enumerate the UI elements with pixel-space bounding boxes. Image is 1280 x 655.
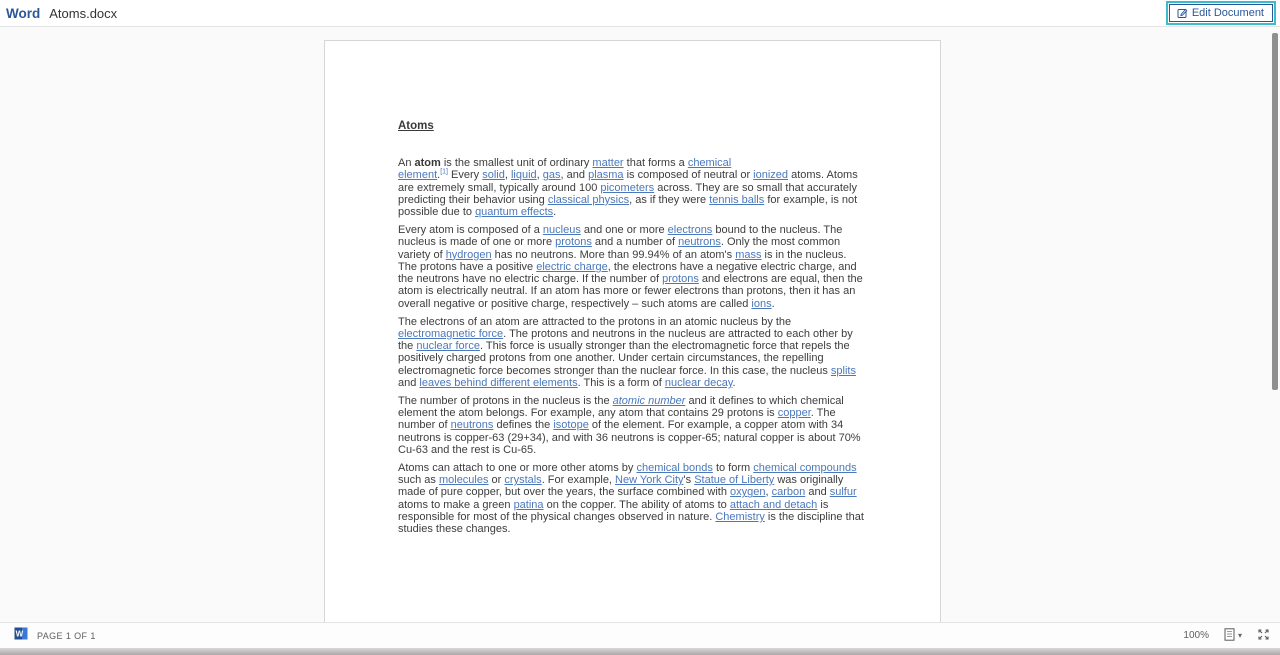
doc-link[interactable]: electric charge [536,260,608,273]
app-header [0,0,1280,27]
doc-link[interactable]: carbon [771,486,806,499]
doc-link[interactable]: mass [735,248,762,261]
document-heading: Atoms [398,120,434,132]
doc-paragraph: Atoms can attach to one or more other atoms by chemical bonds to form chemical compounds such as molecules or crystals. For example, New York City's Statue of Liberty was originally made of pure copper, but over the years, the surface combined with oxygen, carbon and sulfur atoms to make a green patina on the copper. The ability of atoms to attach and detach is responsible for most of the physical changes observed in nature. Chemistry is the discipline that studies these changes. [398,461,864,536]
doc-link[interactable]: picometers [600,181,655,194]
doc-link[interactable]: crystals [504,474,542,487]
doc-link[interactable]: nucleus [542,223,581,236]
doc-link[interactable]: neutrons [450,419,494,432]
scrollbar-thumb[interactable] [1272,33,1278,390]
status-bar [0,622,1280,648]
file-name: Atoms.docx [49,5,118,21]
page-status: PAGE 1 OF 1 [37,630,96,641]
doc-link[interactable]: Chemistry [715,511,765,524]
footnote-ref[interactable]: [1] [440,168,448,176]
doc-link[interactable]: electrons [667,223,713,236]
doc-link[interactable]: protons [555,236,592,249]
doc-link[interactable]: leaves behind different elements [419,377,578,390]
doc-link[interactable]: quantum effects [475,206,554,219]
doc-link[interactable]: attach and detach [729,498,818,511]
document-body [398,157,868,536]
doc-link[interactable]: classical physics [547,193,630,206]
doc-link[interactable]: hydrogen [445,248,492,261]
doc-link[interactable]: liquid [510,169,537,182]
word-app-icon [14,627,28,645]
edit-document-label: Edit Document [1191,7,1264,19]
doc-link[interactable]: neutrons [678,236,721,249]
document-page [324,40,941,622]
doc-link[interactable]: gas [542,169,561,182]
word-logo[interactable]: Word [6,5,41,21]
doc-link[interactable]: sulfur [829,486,857,499]
doc-link[interactable]: plasma [588,169,624,182]
doc-link[interactable]: ions [751,297,772,310]
document-content [325,41,940,536]
doc-link[interactable]: chemical compounds [753,461,857,474]
doc-link[interactable]: nuclear force [416,340,480,353]
doc-link[interactable]: solid [482,169,505,182]
edit-document-icon [1176,7,1188,19]
doc-link[interactable]: molecules [438,474,489,487]
bold-text: atom [414,157,441,169]
doc-link[interactable]: atomic number [612,394,686,407]
doc-link[interactable]: chemical [687,157,732,169]
doc-link[interactable]: electromagnetic force [398,327,504,340]
doc-link[interactable]: isotope [553,419,589,432]
doc-link[interactable]: ionized [753,169,789,182]
doc-link[interactable]: tennis balls [709,193,765,206]
doc-link[interactable]: protons [662,273,699,286]
doc-link[interactable]: matter [592,157,624,169]
caret-down-icon: ▾ [1237,630,1242,640]
page-view-icon [1224,628,1235,644]
edit-document-highlight-box [1166,1,1276,25]
fullscreen-button[interactable] [1257,628,1270,644]
doc-link[interactable]: splits [830,364,856,377]
doc-paragraph: The electrons of an atom are attracted to the protons in an atomic nucleus by the electromagnetic force. The protons and neutrons in the nucleus are attracted to each other by the nuclear force. This force is usually stronger than the electromagnetic force that repels the positively charged protons from one another. Under certain circumstances, the repelling electromagnetic force becomes stronger than the nuclear force. In this case, the nucleus splits and leaves behind different elements. This is a form of nuclear decay. [398,315,856,390]
edit-document-button[interactable] [1169,4,1273,22]
doc-link[interactable]: oxygen [730,486,766,499]
bottom-edge-strip [0,648,1280,655]
doc-link[interactable]: nuclear decay [664,377,733,390]
status-left [14,627,96,645]
brand-area [6,6,117,21]
page-view-button[interactable] [1224,628,1242,644]
svg-text:W: W [15,629,24,638]
doc-link[interactable]: Statue of Liberty [694,474,775,487]
doc-link[interactable]: copper [777,407,811,420]
doc-link[interactable]: New York City [615,474,684,487]
vertical-scrollbar[interactable] [1272,27,1278,622]
doc-link[interactable]: element [398,169,438,182]
doc-paragraph: An atom is the smallest unit of ordinary matter that forms a chemical element.[1] Every solid, liquid, gas, and plasma is composed of neutral or ionized atoms. Atoms are extremely small, typically around 100 picometers across. They are so small that accurately predicting their behavior using classical physics, as if they were tennis balls for example, is not possible due to quantum effects. [398,157,858,219]
document-viewport[interactable] [0,27,1280,622]
doc-paragraph: Every atom is composed of a nucleus and one or more electrons bound to the nucleus. The nucleus is made of one or more protons and a number of neutrons. Only the most common variety of hydrogen has no neutrons. More than 99.94% of an atom's mass is in the nucleus. The protons have a positive electric charge, the electrons have a negative electric charge, and the neutrons have no electric charge. If the number of protons and electrons are equal, then the atom is electrically neutral. If an atom has more or fewer electrons than protons, then it has an overall negative or positive charge, respectively – such atoms are called ions. [398,223,863,310]
zoom-level[interactable]: 100% [1183,630,1209,641]
doc-link[interactable]: patina [513,498,544,511]
doc-paragraph: The number of protons in the nucleus is the atomic number and it defines to which chemical element the atom belongs. For example, any atom that contains 29 protons is copper. The number of neutrons defines the isotope of the element. For example, a copper atom with 34 neutrons is copper-63 (29+34), and with 36 neutrons is copper-65; natural copper is about 70% Cu-63 and the rest is Cu-65. [398,394,861,457]
status-right [1183,628,1270,644]
doc-link[interactable]: chemical bonds [636,461,713,474]
fullscreen-icon [1257,628,1270,644]
